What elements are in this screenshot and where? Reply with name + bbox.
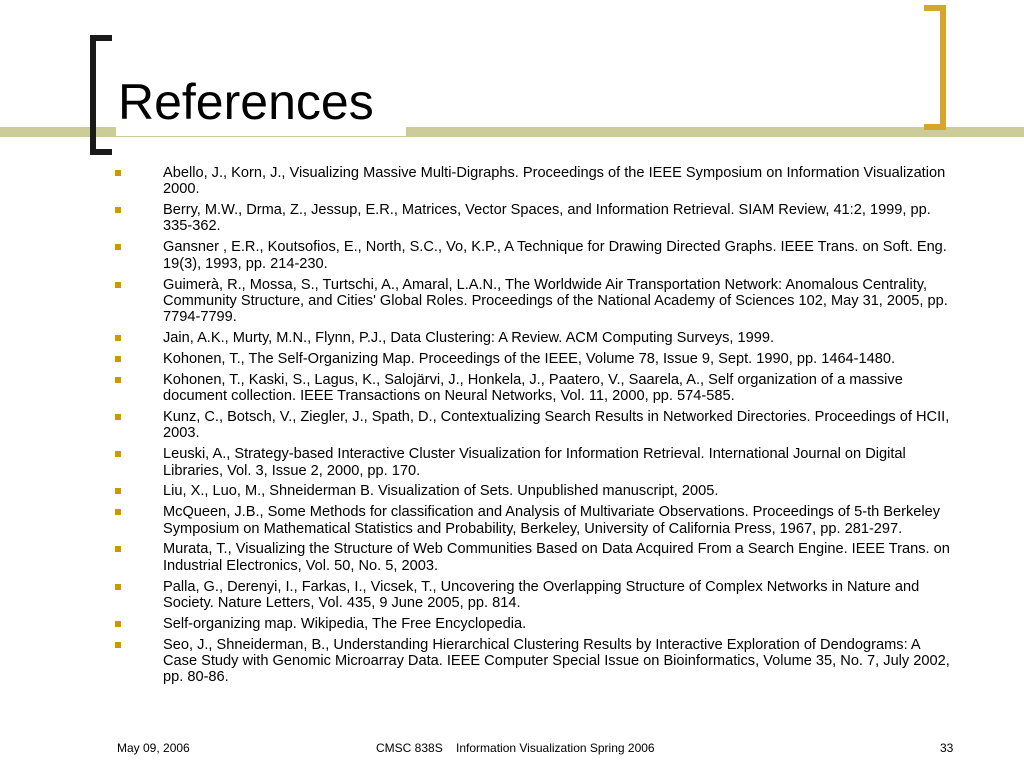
square-bullet-icon [115,509,121,515]
footer-date: May 09, 2006 [117,741,190,755]
square-bullet-icon [115,451,121,457]
footer-course: CMSC 838S Information Visualization Spring 2006 [376,741,655,755]
slide-title: References [118,74,374,130]
list-item [0,579,1024,612]
reference-text: Kohonen, T., Kaski, S., Lagus, K., Salojärvi, J., Honkela, J., Paatero, V., Saarela, A., Self organization of a massive document collection. IEEE Transactions on Neural Networks, Vol. 11, 2000, pp. 574-585. [163,371,903,405]
list-item [0,541,1024,574]
list-item [0,351,1024,367]
footer-page-number: 33 [940,741,954,755]
reference-text: Self-organizing map. Wikipedia, The Free Encyclopedia. [163,615,527,632]
list-item [0,409,1024,442]
reference-text: Gansner , E.R., Koutsofios, E., North, S.C., Vo, K.P., A Technique for Drawing Directed Graphs. IEEE Trans. on Soft. Eng. 19(3), 1993, pp. 214-230. [163,239,947,272]
reference-text: Abello, J., Korn, J., Visualizing Massive Multi-Digraphs. Proceedings of the IEEE Symposium on Information Visualization 2000. [163,165,946,198]
left-bracket-decoration [90,35,112,155]
reference-text: Leuski, A., Strategy-based Interactive Cluster Visualization for Information Retrieval. International Journal on Digital Libraries, Vol. 3, Issue 2, 2000, pp. 170. [163,446,906,479]
list-item [0,372,1024,405]
reference-text: Kunz, C., Botsch, V., Ziegler, J., Spath, D., Contextualizing Search Results in Networked Directories. Proceedings of HCII, 2003. [163,409,950,442]
reference-text: Liu, X., Luo, M., Shneiderman B. Visualization of Sets. Unpublished manuscript, 2005. [163,483,719,500]
square-bullet-icon [115,377,121,383]
list-item [0,277,1024,326]
square-bullet-icon [115,335,121,341]
reference-text: Seo, J., Shneiderman, B., Understanding Hierarchical Clustering Results by Interactive Exploration of Dendograms: A Case Study with Genomic Microarray Data. IEEE Computer Special Issue on Bioinformatics, Volume 35, No. 7, July 2002, pp. 80-86. [163,636,950,686]
square-bullet-icon [115,170,121,176]
reference-text: McQueen, J.B., Some Methods for classification and Analysis of Multivariate Observations. Proceedings of 5-th Berkeley Symposium on Mathematical Statistics and Probability, Berkeley, University of California Press, 1967, pp. 281-297. [163,504,941,537]
list-item [0,504,1024,537]
square-bullet-icon [115,642,121,648]
square-bullet-icon [115,546,121,552]
reference-text: Guimerà, R., Mossa, S., Turtschi, A., Amaral, L.A.N., The Worldwide Air Transportation Network: Anomalous Centrality, Community Structure, and Cities' Global Roles. Proceedings of the National Academy of Sciences 102, May 31, 2005, pp. 7794-7799. [163,276,948,326]
square-bullet-icon [115,244,121,250]
square-bullet-icon [115,621,121,627]
list-item [0,330,1024,346]
square-bullet-icon [115,584,121,590]
reference-text: Murata, T., Visualizing the Structure of Web Communities Based on Data Acquired From a Search Engine. IEEE Trans. on Industrial Electronics, Vol. 50, No. 5, 2003. [163,541,950,574]
reference-list [0,165,1024,690]
list-item [0,637,1024,686]
square-bullet-icon [115,282,121,288]
list-item [0,202,1024,235]
list-item [0,446,1024,479]
list-item [0,483,1024,499]
reference-text: Kohonen, T., The Self-Organizing Map. Proceedings of the IEEE, Volume 78, Issue 9, Sept. 1990, pp. 1464-1480. [163,350,896,367]
reference-text: Jain, A.K., Murty, M.N., Flynn, P.J., Data Clustering: A Review. ACM Computing Surveys, 1999. [163,330,775,347]
square-bullet-icon [115,414,121,420]
list-item [0,616,1024,632]
right-bracket-decoration [924,5,946,130]
reference-text: Palla, G., Derenyi, I., Farkas, I., Vicsek, T., Uncovering the Overlapping Structure of Complex Networks in Nature and Society. Nature Letters, Vol. 435, 9 June 2005, pp. 814. [163,578,920,611]
list-item [0,239,1024,272]
list-item [0,165,1024,198]
square-bullet-icon [115,207,121,213]
square-bullet-icon [115,356,121,362]
square-bullet-icon [115,488,121,494]
reference-text: Berry, M.W., Drma, Z., Jessup, E.R., Matrices, Vector Spaces, and Information Retrieval. SIAM Review, 41:2, 1999, pp. 335-362. [163,202,931,235]
